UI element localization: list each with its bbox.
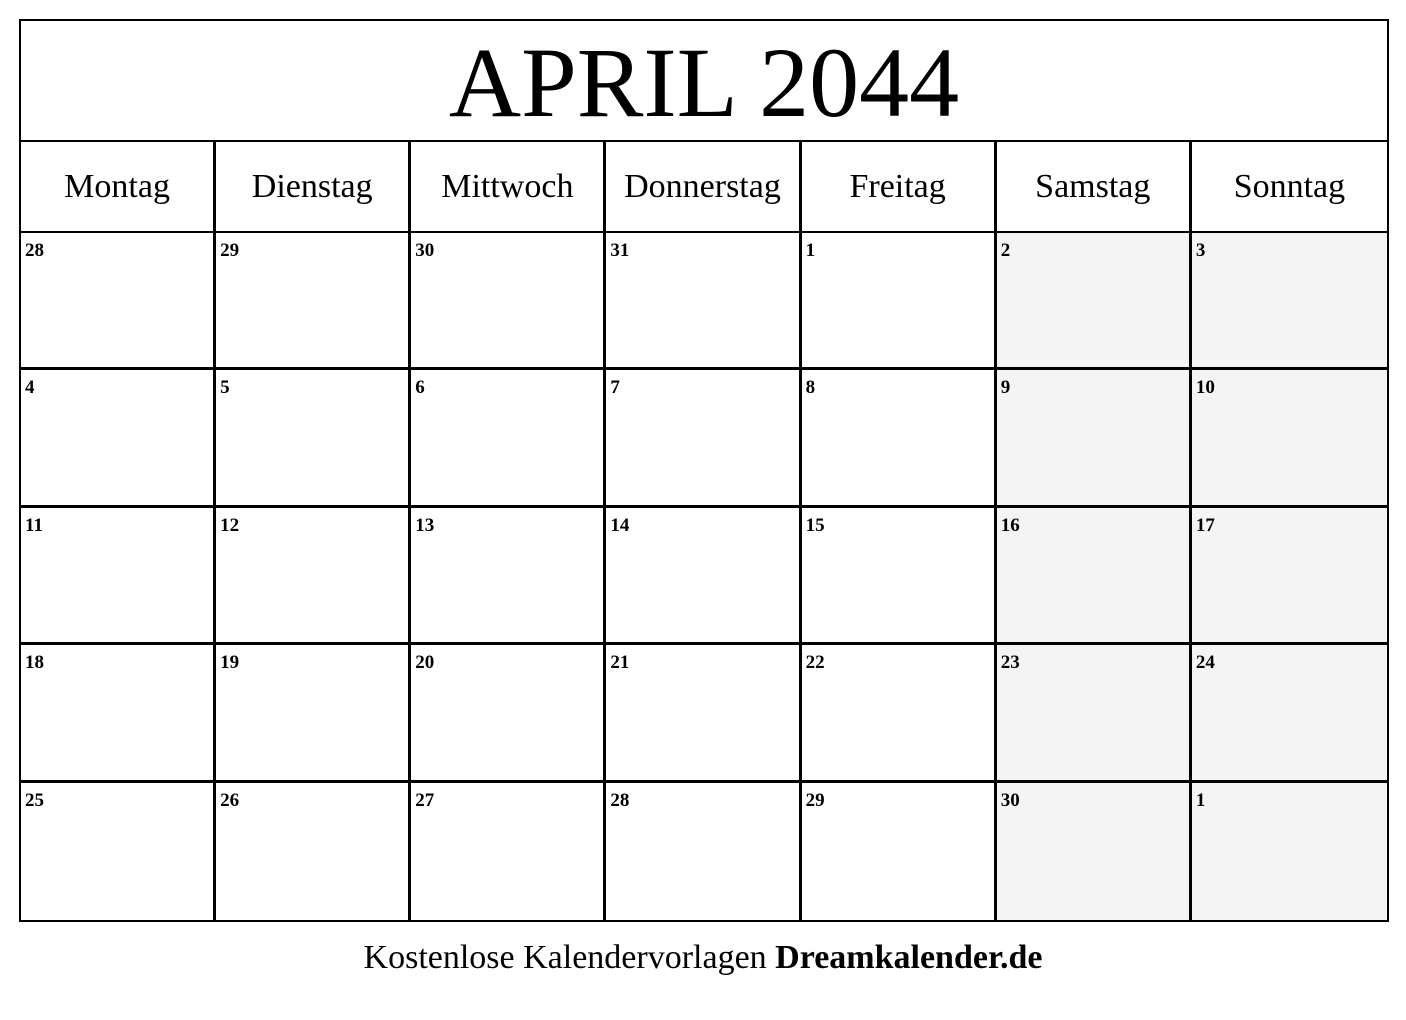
title-row xyxy=(21,21,1387,142)
weekday-sunday: Sonntag xyxy=(1233,167,1346,205)
day-number: 12 xyxy=(220,514,240,536)
day-number: 17 xyxy=(1195,514,1215,536)
calendar xyxy=(19,19,1389,922)
day-cell xyxy=(21,370,216,507)
day-cell xyxy=(21,508,216,645)
weekday-thursday: Donnerstag xyxy=(606,142,801,231)
weekend-day-cell xyxy=(1192,508,1387,645)
day-cell xyxy=(411,508,606,645)
day-cell xyxy=(21,645,216,782)
day-cell xyxy=(606,783,801,920)
day-number: 2 xyxy=(1000,240,1011,261)
weekday-saturday: Samstag xyxy=(997,142,1192,231)
day-number: 20 xyxy=(415,652,435,674)
day-cell xyxy=(802,783,997,920)
day-number: 29 xyxy=(220,240,240,261)
weekday-wednesday: Mittwoch xyxy=(411,142,606,231)
day-number: 21 xyxy=(610,652,630,674)
day-cell xyxy=(802,233,997,370)
weekend-day-cell xyxy=(1192,645,1387,782)
day-cell xyxy=(606,370,801,507)
day-number: 8 xyxy=(805,377,816,399)
day-number: 9 xyxy=(1000,377,1011,399)
weekend-day-cell xyxy=(1192,370,1387,507)
day-cell xyxy=(411,783,606,920)
day-number: 23 xyxy=(1000,652,1020,674)
day-number: 1 xyxy=(805,240,816,261)
weekend-day-cell xyxy=(997,370,1192,507)
day-number: 4 xyxy=(25,377,35,399)
day-number: 5 xyxy=(220,377,230,399)
day-cell xyxy=(21,233,216,370)
day-cell xyxy=(411,370,606,507)
day-number: 30 xyxy=(415,240,435,261)
day-cell xyxy=(802,645,997,782)
weekend-day-cell xyxy=(1192,783,1387,920)
day-number: 24 xyxy=(1195,652,1215,674)
day-number: 7 xyxy=(610,377,620,399)
day-cell xyxy=(606,645,801,782)
day-number: 19 xyxy=(220,652,240,674)
day-number: 3 xyxy=(1195,240,1206,261)
day-cell xyxy=(216,233,411,370)
day-cell xyxy=(216,783,411,920)
day-number: 30 xyxy=(1000,789,1020,811)
footer-brand-link[interactable]: Dreamkalender.de xyxy=(775,939,1043,976)
day-cell xyxy=(606,508,801,645)
day-number: 28 xyxy=(610,789,630,811)
calendar-title: APRIL 2044 xyxy=(448,26,960,138)
day-number: 25 xyxy=(25,789,44,811)
day-cell xyxy=(411,645,606,782)
day-number: 27 xyxy=(415,789,435,811)
day-number: 29 xyxy=(805,789,825,811)
weekend-day-cell xyxy=(997,645,1192,782)
day-number: 18 xyxy=(25,652,44,674)
day-number: 6 xyxy=(415,377,425,399)
day-number: 14 xyxy=(610,514,630,536)
footer-credit xyxy=(0,938,1406,979)
day-cell xyxy=(606,233,801,370)
day-cell xyxy=(411,233,606,370)
footer-text: Kostenlose Kalendervorlagen xyxy=(363,939,767,976)
day-grid xyxy=(21,233,1387,920)
weekday-tuesday: Dienstag xyxy=(216,142,411,231)
day-cell xyxy=(216,370,411,507)
day-number: 31 xyxy=(610,240,630,261)
day-number: 10 xyxy=(1195,377,1215,399)
weekday-header-row xyxy=(21,142,1387,233)
day-number: 28 xyxy=(25,240,44,261)
weekend-day-cell xyxy=(997,233,1192,370)
weekday-monday: Montag xyxy=(21,142,216,231)
weekday-friday: Freitag xyxy=(802,142,997,231)
day-number: 26 xyxy=(220,789,240,811)
day-number: 13 xyxy=(415,514,435,536)
day-number: 11 xyxy=(25,514,43,536)
weekend-day-cell xyxy=(997,508,1192,645)
day-cell xyxy=(21,783,216,920)
day-cell xyxy=(216,645,411,782)
day-number: 15 xyxy=(805,514,825,536)
day-cell xyxy=(802,370,997,507)
day-number: 22 xyxy=(805,652,825,674)
day-cell xyxy=(216,508,411,645)
weekend-day-cell xyxy=(997,783,1192,920)
day-number: 16 xyxy=(1000,514,1020,536)
day-cell xyxy=(802,508,997,645)
weekend-day-cell xyxy=(1192,233,1387,370)
day-number: 1 xyxy=(1195,789,1206,811)
